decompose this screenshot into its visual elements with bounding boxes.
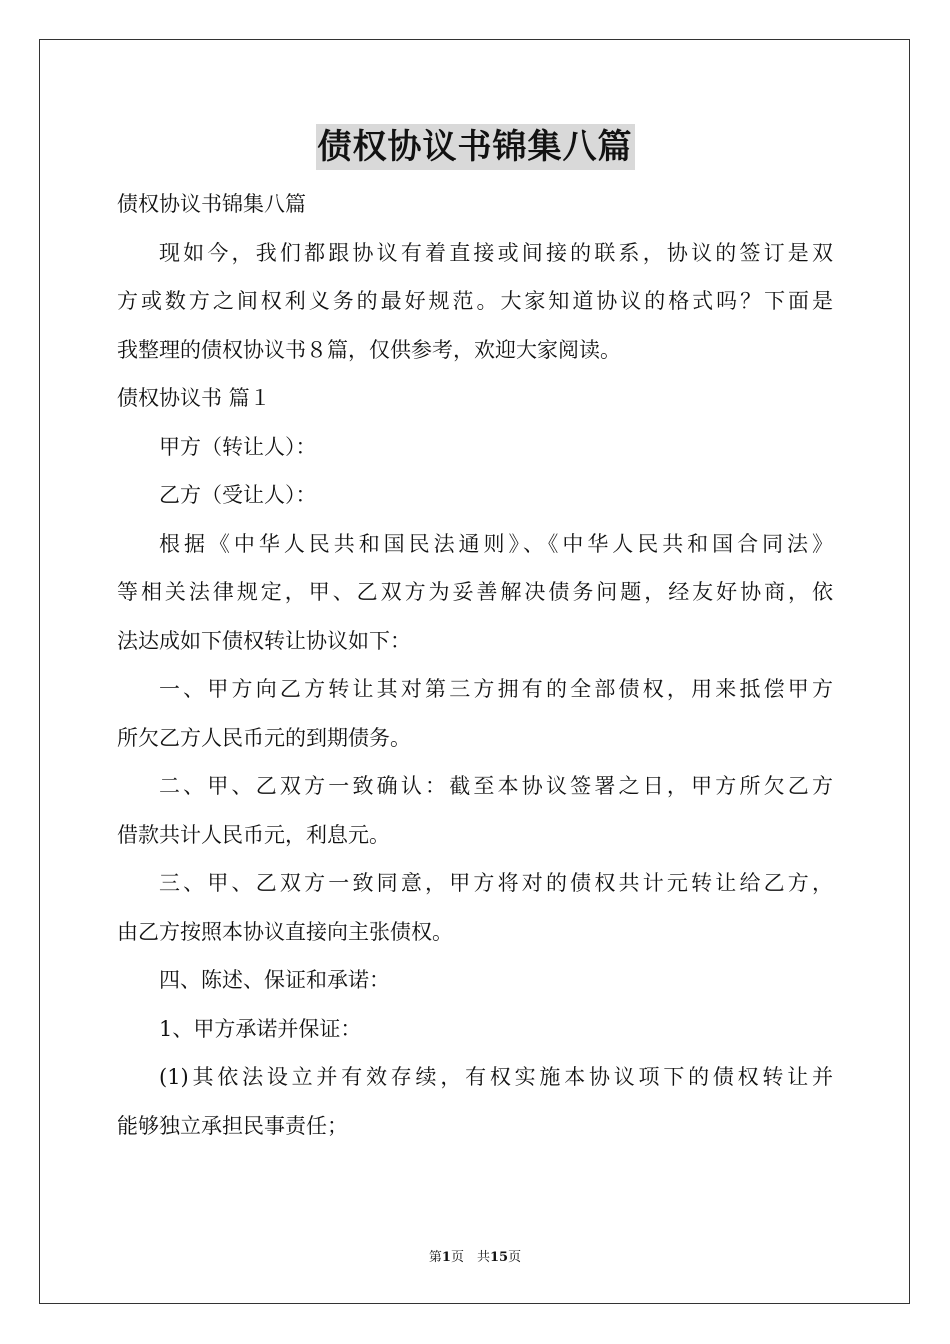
body-text-line: 法达成如下债权转让协议如下： [117, 628, 411, 653]
body-text-line: (1)其依法设立并有效存续，有权实施本协议项下的债权转让并 [159, 1065, 833, 1089]
body-text-line: 甲方（转让人）： [159, 434, 317, 459]
body-text-line: 我整理的债权协议书８篇，仅供参考，欢迎大家阅读。 [117, 337, 621, 362]
document-title: 债权协议书锦集八篇 [316, 124, 635, 170]
body-text-line: 三、甲、乙双方一致同意，甲方将对的债权共计元转让给乙方， [159, 871, 833, 895]
body-text-line: 所欠乙方人民币元的到期债务。 [117, 725, 411, 750]
body-text-line: 根据《中华人民共和国民法通则》、《中华人民共和国合同法》 [159, 531, 833, 556]
section-heading: 债权协议书 篇１ [117, 386, 271, 410]
document-body [117, 180, 833, 1150]
footer-total-pages: 15 [489, 1250, 509, 1265]
body-text-line: 借款共计人民币元，利息元。 [117, 822, 390, 847]
body-text-line: 二、甲、乙双方一致确认：截至本协议签署之日，甲方所欠乙方 [159, 774, 833, 798]
body-text-line: 现如今，我们都跟协议有着直接或间接的联系，协议的签订是双 [159, 240, 833, 265]
footer-prefix: 第 [428, 1250, 442, 1265]
body-text-line: 1、甲方承诺并保证： [159, 1016, 362, 1041]
body-text-line: 能够独立承担民事责任； [117, 1113, 348, 1138]
title-container [0, 124, 950, 170]
body-text-line: 四、陈述、保证和承诺： [159, 968, 390, 992]
section-heading: 债权协议书锦集八篇 [117, 192, 306, 216]
body-text-line: 一、甲方向乙方转让其对第三方拥有的全部债权，用来抵偿甲方 [159, 677, 833, 701]
body-text-line: 乙方（受让人）： [159, 483, 317, 507]
footer-current-page: 1 [441, 1250, 451, 1265]
footer-mid: 页 共 [450, 1250, 490, 1265]
page-footer [0, 1249, 950, 1267]
body-text-line: 方或数方之间权利义务的最好规范。大家知道协议的格式吗？下面是 [117, 289, 833, 313]
body-text-line: 由乙方按照本协议直接向主张债权。 [117, 919, 453, 944]
footer-suffix: 页 [508, 1250, 522, 1265]
body-text-line: 等相关法律规定，甲、乙双方为妥善解决债务问题，经友好协商，依 [117, 580, 833, 604]
